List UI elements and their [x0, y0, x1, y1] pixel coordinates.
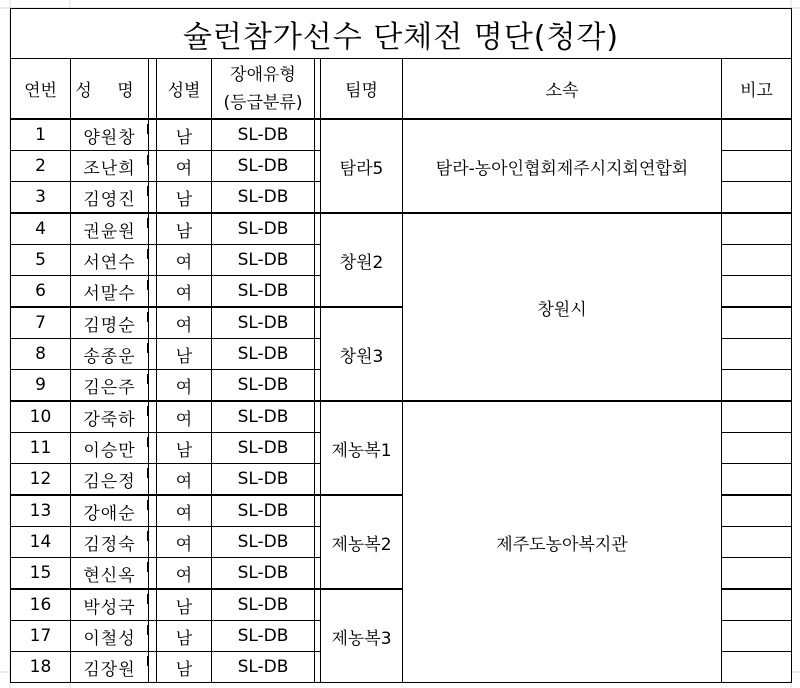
note-cell	[722, 589, 792, 621]
row-class: SL-DB	[212, 276, 315, 308]
row-spacer	[149, 151, 157, 182]
row-name: 강애순	[71, 495, 149, 527]
row-name: 조난희	[71, 151, 149, 182]
row-spacer	[149, 339, 157, 370]
row-no: 9	[11, 370, 71, 402]
note-cell	[722, 276, 792, 308]
row-name: 현신옥	[71, 558, 149, 590]
row-class: SL-DB	[212, 151, 315, 182]
team-cell: 탐라5	[321, 119, 403, 213]
header-note: 비고	[722, 59, 792, 120]
affiliation-cell: 제주도농아복지관	[403, 401, 722, 683]
row-spacer	[149, 276, 157, 308]
row-gender: 남	[157, 339, 212, 370]
row-class: SL-DB	[212, 527, 315, 558]
row-gender: 남	[157, 621, 212, 652]
roster-table	[10, 8, 792, 683]
row-spacer	[149, 464, 157, 496]
note-cell	[722, 151, 792, 182]
row-gender: 여	[157, 558, 212, 590]
header-spacer	[149, 59, 157, 120]
row-no: 4	[11, 213, 71, 245]
row-spacer	[149, 433, 157, 464]
row-spacer	[149, 652, 157, 683]
row-name: 강죽하	[71, 401, 149, 433]
note-cell	[722, 621, 792, 652]
team-cell: 창원2	[321, 213, 403, 307]
row-spacer	[149, 495, 157, 527]
row-class: SL-DB	[212, 589, 315, 621]
row-class: SL-DB	[212, 558, 315, 590]
note-cell	[722, 245, 792, 276]
row-class: SL-DB	[212, 245, 315, 276]
row-spacer	[149, 213, 157, 245]
header-gender: 성별	[157, 59, 212, 120]
row-no: 3	[11, 182, 71, 214]
row-class: SL-DB	[212, 621, 315, 652]
row-name: 김영진	[71, 182, 149, 214]
note-cell	[722, 370, 792, 402]
header-disability-line1: 장애유형	[230, 64, 296, 85]
row-spacer	[315, 652, 321, 683]
row-no: 15	[11, 558, 71, 590]
affiliation-cell: 창원시	[403, 213, 722, 401]
row-spacer	[149, 182, 157, 214]
table-row	[11, 213, 792, 245]
row-class: SL-DB	[212, 433, 315, 464]
row-gender: 여	[157, 401, 212, 433]
row-gender: 여	[157, 245, 212, 276]
row-spacer	[149, 119, 157, 151]
header-no: 연번	[11, 59, 71, 120]
row-name: 이철성	[71, 621, 149, 652]
row-no: 2	[11, 151, 71, 182]
sheet-title: 슐런참가선수 단체전 명단(청각)	[11, 9, 792, 59]
row-gender: 남	[157, 182, 212, 214]
row-gender: 여	[157, 151, 212, 182]
row-spacer	[315, 339, 321, 370]
row-spacer	[315, 182, 321, 214]
header-affiliation: 소속	[403, 59, 722, 120]
row-class: SL-DB	[212, 307, 315, 339]
row-class: SL-DB	[212, 213, 315, 245]
row-class: SL-DB	[212, 339, 315, 370]
row-no: 13	[11, 495, 71, 527]
row-gender: 여	[157, 370, 212, 402]
row-gender: 여	[157, 527, 212, 558]
row-no: 5	[11, 245, 71, 276]
row-class: SL-DB	[212, 464, 315, 496]
row-gender: 남	[157, 119, 212, 151]
row-spacer	[149, 370, 157, 402]
row-name: 김정숙	[71, 527, 149, 558]
row-spacer	[149, 589, 157, 621]
note-cell	[722, 433, 792, 464]
row-gender: 남	[157, 589, 212, 621]
row-name: 양원창	[71, 119, 149, 151]
header-name: 성 명	[71, 59, 149, 120]
row-spacer	[315, 276, 321, 308]
row-spacer	[315, 558, 321, 590]
row-name: 김은정	[71, 464, 149, 496]
row-class: SL-DB	[212, 370, 315, 402]
row-gender: 남	[157, 652, 212, 683]
team-cell: 제농복2	[321, 495, 403, 589]
row-no: 6	[11, 276, 71, 308]
row-spacer	[149, 245, 157, 276]
row-no: 16	[11, 589, 71, 621]
row-no: 8	[11, 339, 71, 370]
row-class: SL-DB	[212, 401, 315, 433]
row-spacer	[149, 307, 157, 339]
note-cell	[722, 495, 792, 527]
row-gender: 여	[157, 307, 212, 339]
header-team: 팀명	[321, 59, 403, 120]
note-cell	[722, 558, 792, 590]
row-spacer	[315, 370, 321, 402]
table-row	[11, 119, 792, 151]
header-disability	[212, 59, 315, 120]
row-gender: 여	[157, 276, 212, 308]
row-no: 17	[11, 621, 71, 652]
row-class: SL-DB	[212, 652, 315, 683]
table-row	[11, 401, 792, 433]
row-class: SL-DB	[212, 495, 315, 527]
row-no: 11	[11, 433, 71, 464]
note-cell	[722, 464, 792, 496]
row-name: 김장원	[71, 652, 149, 683]
row-no: 12	[11, 464, 71, 496]
header-disability-line2: (등급분류)	[223, 92, 303, 113]
note-cell	[722, 307, 792, 339]
row-spacer	[315, 527, 321, 558]
note-cell	[722, 401, 792, 433]
row-gender: 남	[157, 213, 212, 245]
note-cell	[722, 182, 792, 214]
note-cell	[722, 527, 792, 558]
affiliation-cell: 탐라-농아인협회제주시지회연합회	[403, 119, 722, 213]
note-cell	[722, 213, 792, 245]
row-no: 10	[11, 401, 71, 433]
row-class: SL-DB	[212, 119, 315, 151]
row-spacer	[149, 401, 157, 433]
row-name: 서말수	[71, 276, 149, 308]
row-spacer	[315, 464, 321, 496]
row-no: 7	[11, 307, 71, 339]
row-spacer	[149, 558, 157, 590]
note-cell	[722, 339, 792, 370]
row-spacer	[149, 527, 157, 558]
row-name: 이승만	[71, 433, 149, 464]
team-cell: 제농복3	[321, 589, 403, 683]
row-spacer	[149, 621, 157, 652]
row-gender: 여	[157, 495, 212, 527]
row-name: 권윤원	[71, 213, 149, 245]
row-no: 18	[11, 652, 71, 683]
team-cell: 제농복1	[321, 401, 403, 495]
note-cell	[722, 119, 792, 151]
row-name: 김명순	[71, 307, 149, 339]
row-spacer	[315, 433, 321, 464]
row-spacer	[315, 245, 321, 276]
team-cell: 창원3	[321, 307, 403, 401]
row-no: 1	[11, 119, 71, 151]
row-name: 서연수	[71, 245, 149, 276]
row-spacer	[315, 621, 321, 652]
row-gender: 남	[157, 433, 212, 464]
row-name: 송종운	[71, 339, 149, 370]
row-no: 14	[11, 527, 71, 558]
row-spacer	[315, 151, 321, 182]
row-name: 박성국	[71, 589, 149, 621]
row-name: 김은주	[71, 370, 149, 402]
row-class: SL-DB	[212, 182, 315, 214]
note-cell	[722, 652, 792, 683]
row-gender: 여	[157, 464, 212, 496]
